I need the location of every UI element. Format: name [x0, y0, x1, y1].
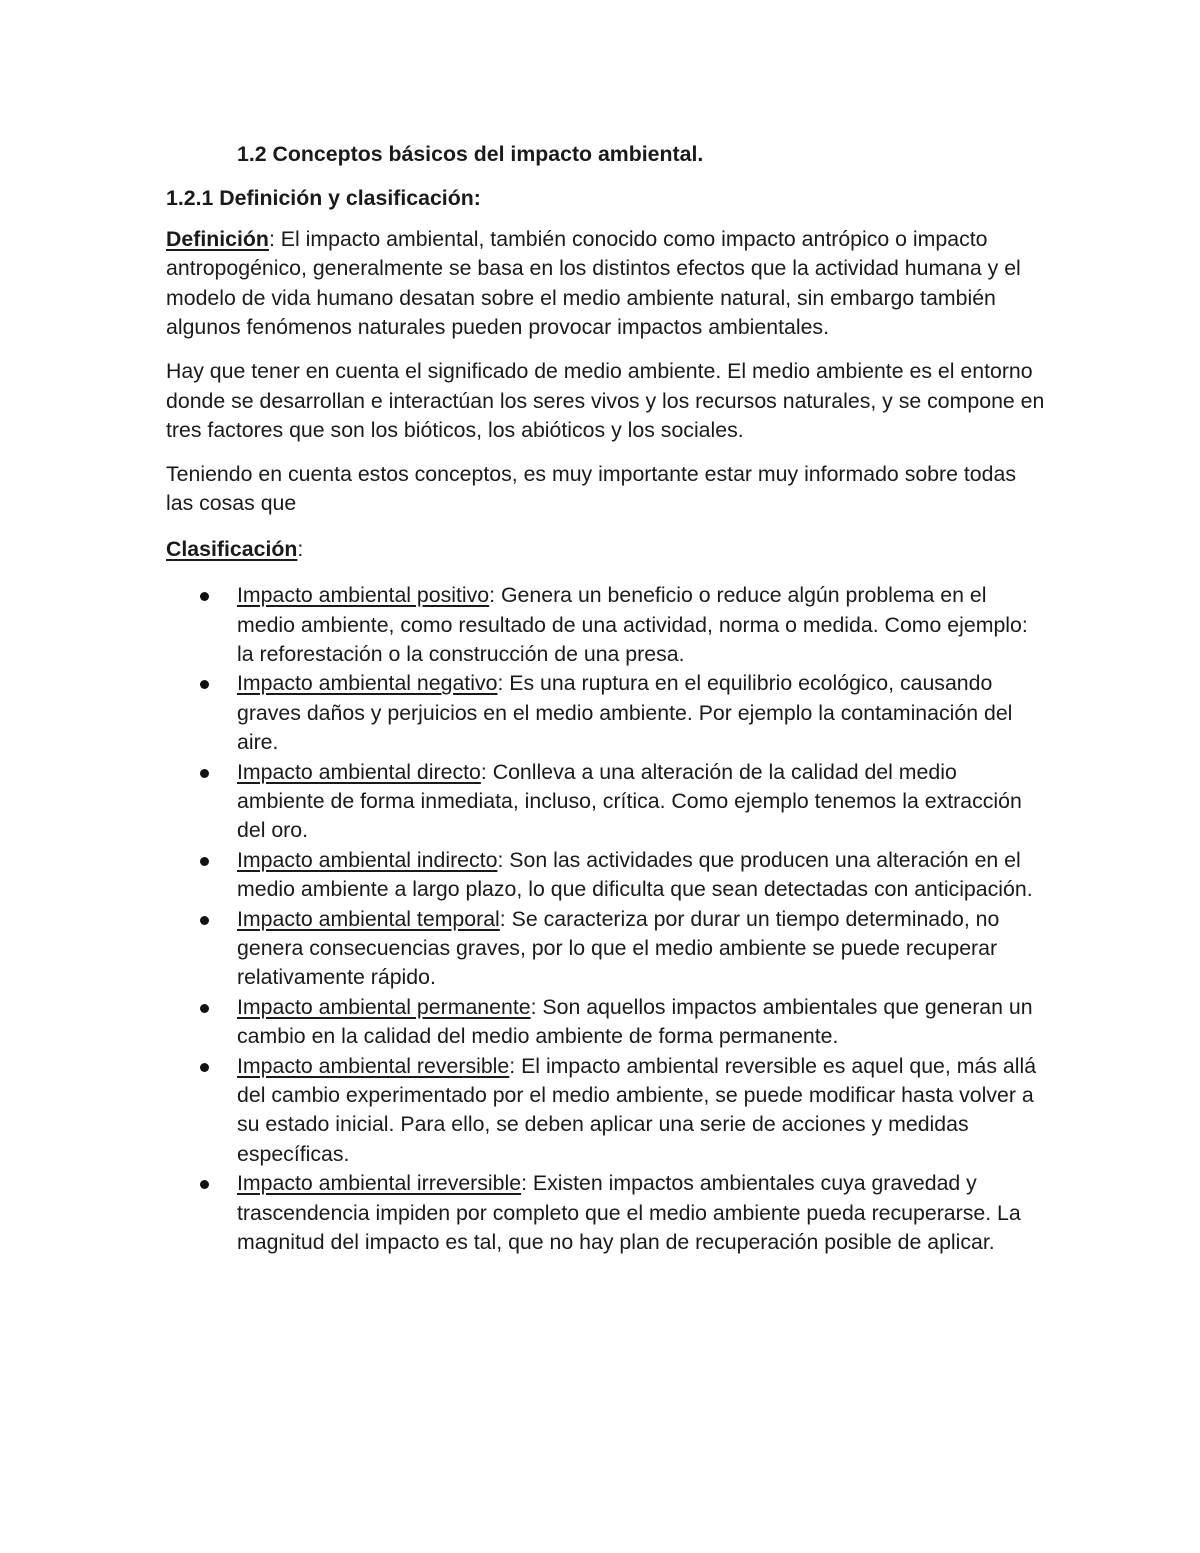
list-item: [166, 1052, 1046, 1170]
list-item-text: : Genera un beneficio o reduce algún problema en el medio ambiente, como resultado de una actividad, norma o medida. Como ejemplo: la reforestación o la construcción de una presa.: [237, 583, 1028, 666]
concepts-paragraph: Teniendo en cuenta estos conceptos, es muy importante estar muy informado sobre todas las cosas que: [166, 461, 1016, 516]
list-item-term: Impacto ambiental directo: [237, 759, 481, 784]
list-item-term: Impacto ambiental irreversible: [237, 1171, 522, 1196]
bullet-icon: [200, 916, 209, 925]
definition-text: : El impacto ambiental, también conocido como impacto antrópico o impacto antropogénico, generalmente se basa en los distintos efectos que la actividad humana y el modelo de vida humano desatan sobre el medio ambiente natural, sin embargo también algunos fenómenos naturales pueden provocar impactos ambientales.: [166, 227, 1021, 340]
list-item-text: : Conlleva a una alteración de la calidad del medio ambiente de forma inmediata, incluso, crítica. Como ejemplo tenemos la extracción del oro.: [237, 759, 1022, 843]
list-item: [166, 905, 1046, 993]
list-item-term: Impacto ambiental indirecto: [237, 847, 498, 872]
section-title: 1.2 Conceptos básicos del impacto ambiental.: [237, 142, 704, 166]
bullet-icon: [200, 592, 209, 601]
environment-paragraph: Hay que tener en cuenta el significado de medio ambiente. El medio ambiente es el entorno donde se desarrollan e interactúan los seres vivos y los recursos naturales, y se compone en tres factores que son los bióticos, los abióticos y los sociales.: [166, 359, 1045, 442]
list-item: [166, 846, 1046, 905]
list-item-text: : Existen impactos ambientales cuya gravedad y trascendencia impiden por completo que el medio ambiente pueda recuperarse. La magnitud del impacto es tal, que no hay plan de recuperación posible de aplicar.: [237, 1171, 1021, 1255]
list-item-term: Impacto ambiental temporal: [237, 906, 500, 931]
list-item: [166, 669, 1046, 757]
bullet-icon: [200, 1004, 209, 1013]
classification-suffix: :: [297, 537, 304, 562]
list-item: [166, 993, 1046, 1052]
list-item-term: Impacto ambiental permanente: [237, 994, 531, 1019]
bullet-icon: [200, 1063, 209, 1072]
bullet-icon: [200, 1180, 209, 1189]
list-item: [166, 581, 1046, 669]
list-item-text: : El impacto ambiental reversible es aquel que, más allá del cambio experimentado por el medio ambiente, se puede modificar hasta volver a su estado inicial. Para ello, se deben aplicar una serie de acciones y medidas específicas.: [237, 1053, 1037, 1166]
document-content: [166, 138, 1046, 1258]
list-item-text: : Son las actividades que producen una alteración en el medio ambiente a largo plazo, lo que dificulta que sean detectadas con anticipación.: [237, 847, 1033, 902]
classification-heading: [166, 533, 1046, 565]
definition-paragraph: [166, 225, 1046, 343]
list-item: [166, 758, 1046, 846]
list-item-term: Impacto ambiental positivo: [237, 583, 490, 608]
list-item-term: Impacto ambiental negativo: [237, 671, 498, 696]
classification-label: Clasificación: [166, 537, 298, 562]
definition-label: Definición: [166, 227, 269, 251]
list-item-text: : Son aquellos impactos ambientales que generan un cambio en la calidad del medio ambiente de forma permanente.: [237, 994, 1033, 1049]
subsection-title: 1.2.1 Definición y clasificación:: [166, 186, 481, 210]
list-item: [166, 1169, 1046, 1257]
list-item-text: : Se caracteriza por durar un tiempo determinado, no genera consecuencias graves, por lo que el medio ambiente se puede recuperar relativamente rápido.: [237, 906, 1000, 990]
bullet-icon: [200, 857, 209, 866]
bullet-icon: [200, 769, 209, 778]
list-item-term: Impacto ambiental reversible: [237, 1053, 510, 1078]
bullet-icon: [200, 680, 209, 689]
classification-list: [166, 581, 1046, 1257]
list-item-text: : Es una ruptura en el equilibrio ecológico, causando graves daños y perjuicios en el medio ambiente. Por ejemplo la contaminación del aire.: [237, 671, 1013, 755]
